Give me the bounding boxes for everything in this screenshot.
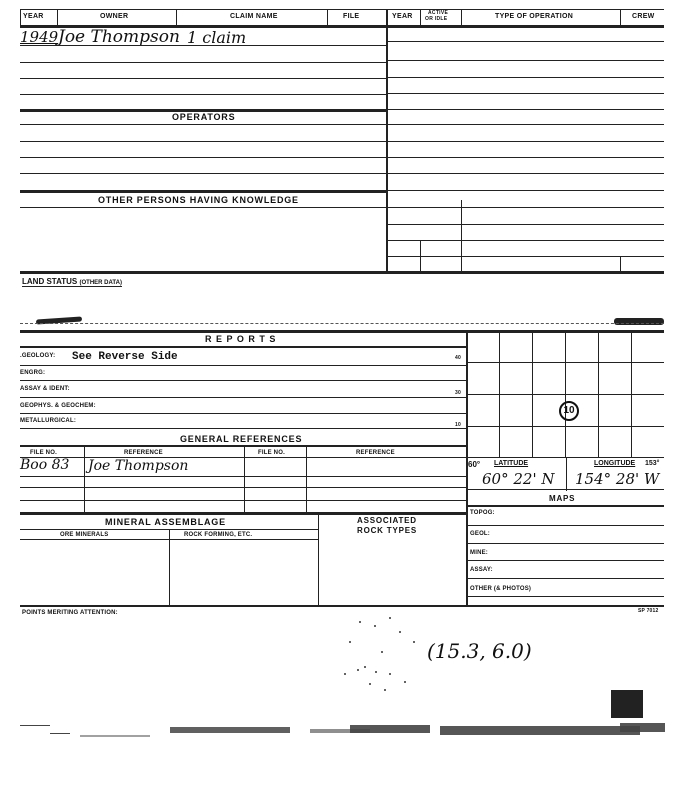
references-rule (20, 445, 466, 447)
row-line (20, 157, 386, 158)
section-rule (20, 271, 664, 274)
metallurgical-label: METALLURGICAL: (20, 418, 77, 424)
right-divider (386, 26, 388, 271)
land-status-label: LAND STATUS (22, 277, 78, 286)
mineral-assemblage-heading: MINERAL ASSEMBLAGE (105, 517, 226, 527)
divider (420, 9, 421, 27)
form-code: SP 7012 (638, 608, 659, 614)
col-claim-name: CLAIM NAME (230, 13, 278, 20)
row-line (467, 505, 664, 507)
header-top-rule (20, 9, 664, 10)
longitude-value: 154° 28' W (575, 470, 660, 488)
row-line (388, 124, 664, 125)
ref-col-reference: REFERENCE (124, 450, 163, 456)
map-geol: GEOL: (470, 531, 490, 537)
reports-heading: R E P O R T S (205, 334, 277, 344)
operators-heading: OPERATORS (172, 112, 236, 122)
divider (420, 240, 421, 272)
ref-col-file-no2: FILE NO. (258, 450, 285, 456)
col-owner: OWNER (100, 13, 129, 20)
ref-col-reference2: REFERENCE (356, 450, 395, 456)
row-line (20, 365, 466, 366)
entry-claim: 1 claim (187, 28, 247, 47)
lat-prefix: 60° (468, 460, 481, 469)
associated-rock-2: ROCK TYPES (357, 526, 418, 535)
col-active: ACTIVE (428, 10, 449, 16)
row-line (20, 476, 466, 477)
grid-line (467, 426, 664, 427)
entry-year: 1949 (20, 28, 59, 46)
coords-note: (15.3, 6.0) (427, 639, 532, 663)
points-meriting-label: POINTS MERITING ATTENTION: (22, 610, 118, 616)
geophys-label: GEOPHYS. & GEOCHEM: (20, 403, 96, 409)
row-line (20, 207, 386, 208)
col-type-of-operation: TYPE OF OPERATION (495, 13, 574, 20)
mineral-rule (20, 512, 466, 515)
row-line (388, 41, 664, 42)
ore-minerals-label: ORE MINERALS (60, 532, 109, 538)
row-line (20, 380, 466, 381)
longitude-label: LONGITUDE (594, 460, 636, 467)
row-line (388, 157, 664, 158)
right-num: 10 (455, 422, 461, 428)
col-year: YEAR (23, 13, 44, 20)
row-line (467, 578, 664, 579)
cut-line (20, 323, 664, 324)
grid-line (467, 394, 664, 395)
scan-speckle (330, 612, 440, 702)
geology-value: See Reverse Side (72, 351, 178, 363)
row-line (388, 109, 664, 110)
row-line (20, 428, 466, 429)
row-line (20, 173, 386, 174)
entry-owner: Joe Thompson (58, 27, 180, 47)
row-line (20, 457, 466, 458)
ref-row1-file: Boo 83 (20, 457, 70, 473)
row-line (20, 397, 466, 398)
row-line (467, 489, 664, 490)
land-status-heading (22, 277, 122, 287)
map-mine: MINE: (470, 550, 488, 556)
land-status-sub: (OTHER DATA) (79, 280, 122, 286)
general-references-heading: GENERAL REFERENCES (180, 434, 303, 444)
rock-forming-label: ROCK FORMING, ETC. (184, 532, 253, 538)
divider (620, 256, 621, 272)
latitude-label: LATITUDE (494, 460, 529, 467)
divider (84, 445, 85, 513)
row-line (20, 141, 386, 142)
row-line (20, 539, 318, 540)
lon-prefix: 153° (645, 460, 660, 467)
location-grid (467, 331, 664, 457)
row-line (388, 207, 664, 208)
map-assay: ASSAY: (470, 567, 493, 573)
col-year2: YEAR (392, 13, 413, 20)
row-line (20, 413, 466, 414)
row-line (388, 173, 664, 174)
row-line (388, 60, 664, 61)
right-num: 30 (455, 390, 461, 396)
row-line (467, 596, 664, 597)
grid-line (467, 362, 664, 363)
row-line (20, 500, 466, 501)
divider (620, 9, 621, 27)
grid-location-mark: 10 (559, 401, 579, 421)
divider (57, 9, 58, 27)
geology-label: .GEOLOGY: (20, 353, 56, 359)
row-line (20, 78, 386, 79)
bottom-smear (20, 715, 665, 755)
assay-label: ASSAY & IDENT: (20, 386, 70, 392)
row-line (467, 525, 664, 526)
divider (20, 9, 21, 27)
divider (306, 445, 307, 513)
row-line (388, 77, 664, 78)
engrg-label: ENGRG: (20, 370, 46, 376)
col-idle: OR IDLE (425, 16, 448, 22)
row-line (20, 487, 466, 488)
row-line (467, 560, 664, 561)
row-line (20, 62, 386, 63)
other-persons-rule (20, 190, 386, 193)
divider (176, 9, 177, 27)
reports-rule (20, 346, 466, 348)
row-line (388, 141, 664, 142)
col-file: FILE (343, 13, 360, 20)
row-line (20, 124, 386, 125)
row-line (20, 45, 386, 46)
associated-rock-1: ASSOCIATED (357, 516, 417, 525)
row-line (388, 240, 664, 241)
divider (386, 9, 388, 27)
row-line (388, 256, 664, 257)
ref-col-file-no: FILE NO. (30, 450, 57, 456)
map-other: OTHER (& PHOTOS) (470, 586, 532, 592)
map-topog: TOPOG: (470, 510, 495, 516)
black-box-mark (611, 690, 643, 718)
mineral-bottom-rule (20, 605, 664, 607)
col-crew: CREW (632, 13, 655, 20)
row-line (20, 94, 386, 95)
divider (318, 512, 319, 606)
other-persons-heading: OTHER PERSONS HAVING KNOWLEDGE (98, 195, 299, 205)
divider (461, 9, 462, 27)
row-line (388, 93, 664, 94)
row-line (388, 190, 664, 191)
latitude-value: 60° 22' N (482, 470, 555, 488)
row-line (467, 543, 664, 544)
divider (244, 445, 245, 513)
divider (461, 200, 462, 272)
maps-heading: MAPS (549, 494, 576, 503)
divider (327, 9, 328, 27)
divider (566, 457, 567, 491)
divider (169, 529, 170, 606)
row-line (388, 224, 664, 225)
ref-row1-reference: Joe Thompson (88, 458, 189, 474)
right-num: 40 (455, 355, 461, 361)
